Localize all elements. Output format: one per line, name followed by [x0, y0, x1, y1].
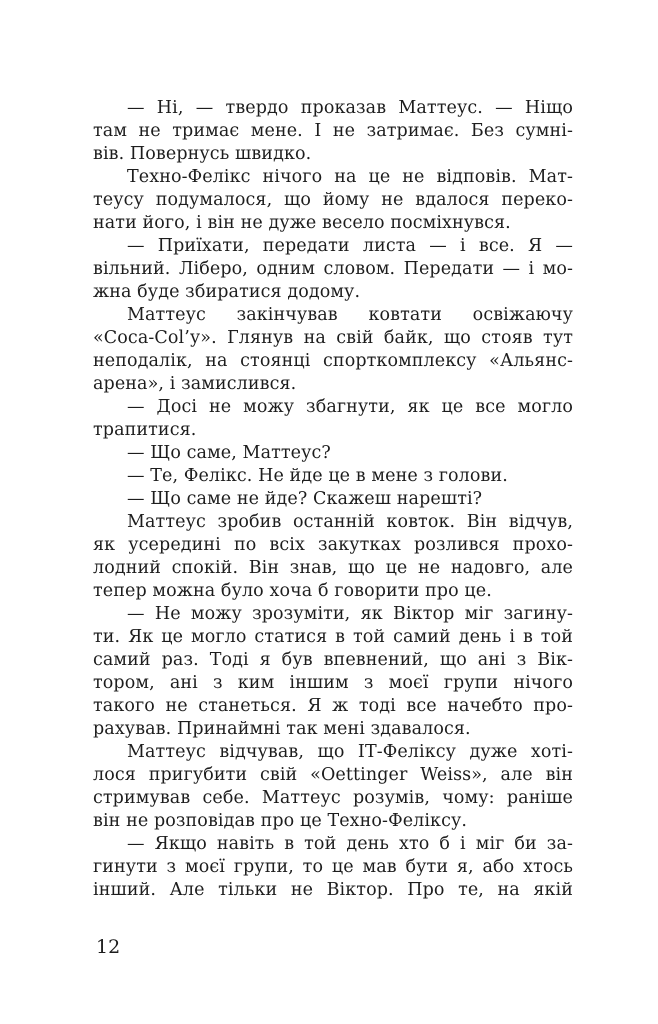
text-line: — Не можу зрозуміти, як Віктор міг загину-: [127, 604, 573, 624]
text-line: — Досі не можу збагнути, як це все могло: [127, 397, 573, 417]
text-line: самий раз. Тоді я був впевнений, що ані з Вік-: [93, 650, 573, 670]
paragraph: [93, 833, 573, 902]
text-line: трапитися.: [93, 420, 197, 440]
text-line: лося пригубити свій «Oettinger Weiss», але він: [93, 765, 573, 785]
paragraph: [93, 511, 573, 603]
text-line: Техно-Фелікс нічого на це не відповів. Мат-: [127, 167, 573, 187]
paragraph: [93, 442, 573, 465]
paragraph: [93, 235, 573, 304]
text-line: — Приїхати, передати листа — і все. Я —: [127, 236, 573, 256]
text-line: неподалік, на стоянці спорткомплексу «Альянс-: [93, 351, 573, 371]
text-line: гинути з моєї групи, то це мав бути я, або хтось: [93, 857, 573, 877]
text-block: [93, 97, 573, 902]
text-line: як усередині по всіх закутках розлився прохо-: [93, 535, 573, 555]
text-line: — Те, Фелікс. Не йде це в мене з голови.: [127, 466, 508, 486]
text-line: вільний. Ліберо, одним словом. Передати — і мо-: [93, 259, 573, 279]
text-line: ти. Як це могло статися в той самий день і в той: [93, 627, 573, 647]
text-line: тором, ані з ким іншим з моєї групи нічого: [93, 673, 573, 693]
page-number: 12: [96, 936, 121, 958]
paragraph: [93, 465, 573, 488]
paragraph: [93, 741, 573, 833]
text-line: жна буде збиратися додому.: [93, 282, 361, 302]
text-line: там не тримає мене. І не затримає. Без сумні-: [93, 121, 573, 141]
paragraph: [93, 488, 573, 511]
text-line: Маттеус закінчував ковтати освіжаючу: [127, 305, 573, 325]
text-line: інший. Але тільки не Віктор. Про те, на якій: [93, 880, 573, 900]
text-line: рахував. Принаймні так мені здавалося.: [93, 719, 471, 739]
text-line: він не розповідав про це Техно-Феліксу.: [93, 811, 468, 831]
text-line: — Що саме, Маттеус?: [127, 443, 331, 463]
text-line: нати його, і він не дуже весело посміхнувся.: [93, 213, 511, 233]
text-line: вів. Повернусь швидко.: [93, 144, 312, 164]
text-line: стримував себе. Маттеус розумів, чому: раніше: [93, 788, 573, 808]
text-line: Маттеус зробив останній ковток. Він відчув,: [127, 512, 573, 532]
text-line: такого не станеться. Я ж тоді все начебто про-: [93, 696, 573, 716]
paragraph: [93, 166, 573, 235]
text-line: лодний спокій. Він знав, що це не надовго, але: [93, 558, 573, 578]
text-line: — Якщо навіть в той день хто б і міг би за-: [127, 834, 573, 854]
text-line: Маттеус відчував, що ІТ-Феліксу дуже хоті-: [127, 742, 573, 762]
text-line: — Ні, — твердо проказав Маттеус. — Ніщо: [127, 98, 573, 118]
text-line: «Coca-Col’у». Глянув на свій байк, що стояв тут: [93, 328, 573, 348]
text-line: теусу подумалося, що йому не вдалося переко-: [93, 190, 573, 210]
paragraph: [93, 396, 573, 442]
paragraph: [93, 603, 573, 741]
text-line: арена», і замислився.: [93, 374, 297, 394]
text-line: тепер можна було хоча б говорити про це.: [93, 581, 492, 601]
text-line: — Що саме не йде? Скажеш нарешті?: [127, 489, 483, 509]
paragraph: [93, 304, 573, 396]
paragraph: [93, 97, 573, 166]
